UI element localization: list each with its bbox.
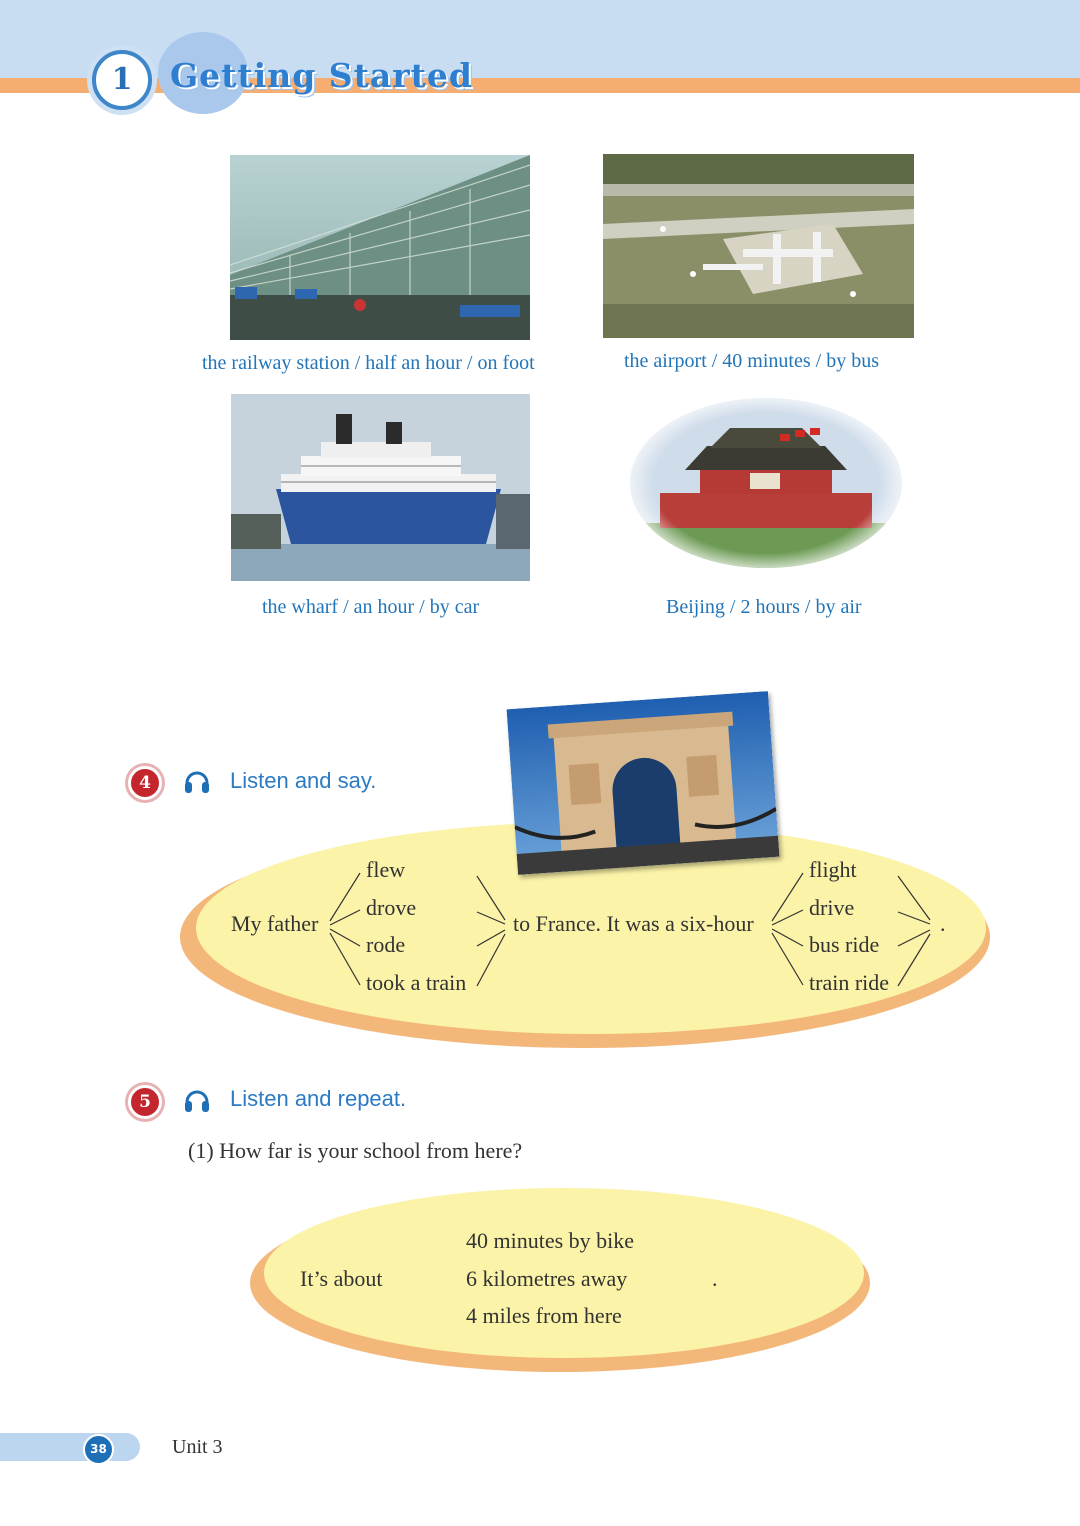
photo-caption: the railway station / half an hour / on foot [202,352,535,374]
noun-option: bus ride [809,932,880,957]
verb-option: drove [366,895,417,920]
verb-option: rode [366,932,406,957]
sentence-end: . [940,911,946,936]
exercise-instruction: Listen and repeat. [230,1086,407,1111]
section-number: 1 [111,62,133,97]
distance-option: 6 kilometres away [466,1266,628,1291]
question-text: (1) How far is your school from here? [188,1138,523,1163]
exercise-instruction: Listen and say. [230,768,377,793]
headphones-icon[interactable] [183,1086,211,1114]
verb-option: flew [366,857,406,882]
verb-option: took a train [366,970,467,995]
answer-end: . [712,1266,718,1291]
answer-subject: It’s about [300,1266,383,1291]
page-title: Getting Started [170,56,473,95]
photo-caption: the wharf / an hour / by car [262,596,480,618]
distance-option: 40 minutes by bike [466,1228,635,1253]
noun-option: drive [809,895,855,920]
sentence-subject: My father [231,911,319,936]
photo-caption: Beijing / 2 hours / by air [666,596,862,618]
exercise-number-badge: 5 [128,1085,162,1119]
noun-option: flight [809,857,857,882]
sentence-middle: to France. It was a six-hour [513,911,754,936]
photo-caption: the airport / 40 minutes / by bus [624,350,879,372]
page-number: 38 [83,1434,114,1465]
noun-option: train ride [809,970,890,995]
unit-label: Unit 3 [172,1436,223,1458]
exercise-number-badge: 4 [128,766,162,800]
distance-option: 4 miles from here [466,1303,622,1328]
footer-tab [0,1433,140,1461]
